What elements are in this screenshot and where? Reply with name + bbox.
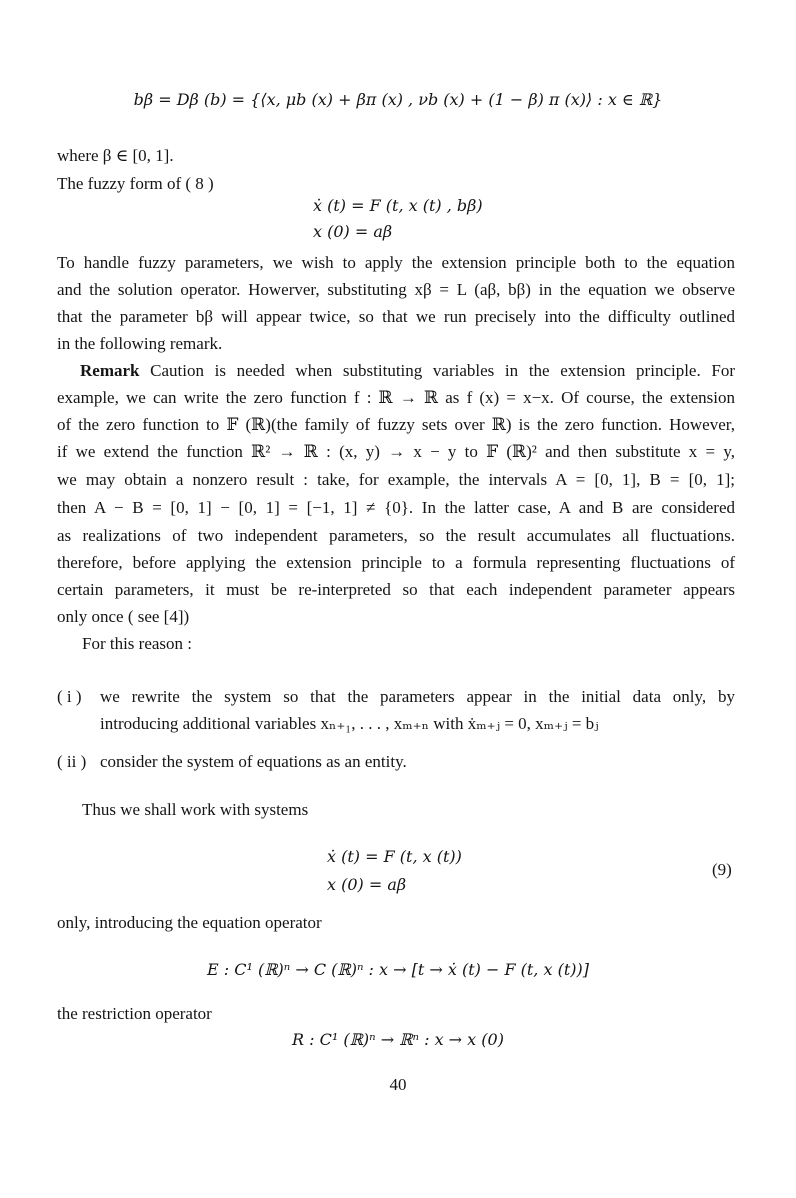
remark-line: example, we can write the zero function f : ℝ → ℝ as f (x) = x−x. Of course, the extension (57, 388, 735, 407)
page-number: 40 (389, 1075, 407, 1094)
paragraph-line: To handle fuzzy parameters, we wish to apply the extension principle both to the equation (57, 253, 735, 272)
paragraph-line: that the parameter bβ will appear twice, so that we run precisely into the difficulty outlined (57, 307, 735, 326)
remark-text: Caution is needed when substituting variables in the extension principle. For (150, 361, 735, 380)
for-this-reason: For this reason : (82, 634, 193, 653)
thus-line: Thus we shall work with systems (82, 800, 309, 819)
restriction-operator-R: R : C¹ (ℝ)ⁿ → ℝⁿ : x → x (0) (292, 1030, 504, 1049)
only-line: only, introducing the equation operator (57, 913, 322, 932)
list-item-line: introducing additional variables xₙ₊₁, . . . , xₘ₊ₙ with ẋₘ₊ⱼ = 0, xₘ₊ⱼ = bⱼ (100, 714, 599, 733)
equation-8-line-1: ẋ (t) = F (t, x (t) , bβ) (313, 196, 483, 215)
list-item-line: we rewrite the system so that the parameters appear in the initial data only, by (100, 687, 735, 706)
list-item-label: ( ii ) (57, 752, 87, 771)
remark-label: Remark (80, 361, 140, 380)
restriction-line: the restriction operator (57, 1004, 212, 1023)
list-item-label: ( i ) (57, 687, 82, 706)
paragraph-line: in the following remark. (57, 334, 223, 353)
remark-line: certain parameters, it must be re-interpreted so that each independent parameter appears (57, 580, 735, 599)
equation-operator-E: E : C¹ (ℝ)ⁿ → C (ℝ)ⁿ : x → [t → ẋ (t) − F (t, x (t))] (207, 960, 589, 979)
remark-line: only once ( see [4]) (57, 607, 190, 626)
list-item-line: consider the system of equations as an entity. (100, 752, 407, 771)
remark-line: then A − B = [0, 1] − [0, 1] = [−1, 1] ≠ {0}. In the latter case, A and B are considered (57, 498, 735, 517)
fuzzy-form-line: The fuzzy form of ( 8 ) (57, 174, 214, 193)
equation-9-line-1: ẋ (t) = F (t, x (t)) (327, 847, 462, 866)
equation-8-line-2: x (0) = aβ (313, 222, 393, 241)
where-line: where β ∈ [0, 1]. (57, 146, 174, 165)
paragraph-line: and the solution operator. Howerver, substituting xβ = L (aβ, bβ) in the equation we observe (57, 280, 735, 299)
remark-line: we may obtain a nonzero result : take, for example, the intervals A = [0, 1], B = [0, 1]; (57, 470, 735, 489)
equation-number: (9) (712, 860, 732, 879)
remark-line: if we extend the function ℝ² → ℝ : (x, y) → x − y to 𝔽 (ℝ)² and then substitute x = y, (57, 442, 735, 461)
equation-b-beta: bβ = Dβ (b) = {⟨x, μb (x) + βπ (x) , νb (x) + (1 − β) π (x)⟩ : x ∈ ℝ} (133, 90, 663, 109)
remark-line: of the zero function to 𝔽 (ℝ)(the family of fuzzy sets over ℝ) is the zero function. However, (57, 415, 735, 434)
remark-line: therefore, before applying the extension principle to a formula representing fluctuations of (57, 553, 735, 572)
equation-9-line-2: x (0) = aβ (327, 875, 407, 894)
remark-line: as realizations of two independent parameters, so the result accumulates all fluctuations. (57, 526, 735, 545)
remark-first-line (80, 361, 735, 381)
